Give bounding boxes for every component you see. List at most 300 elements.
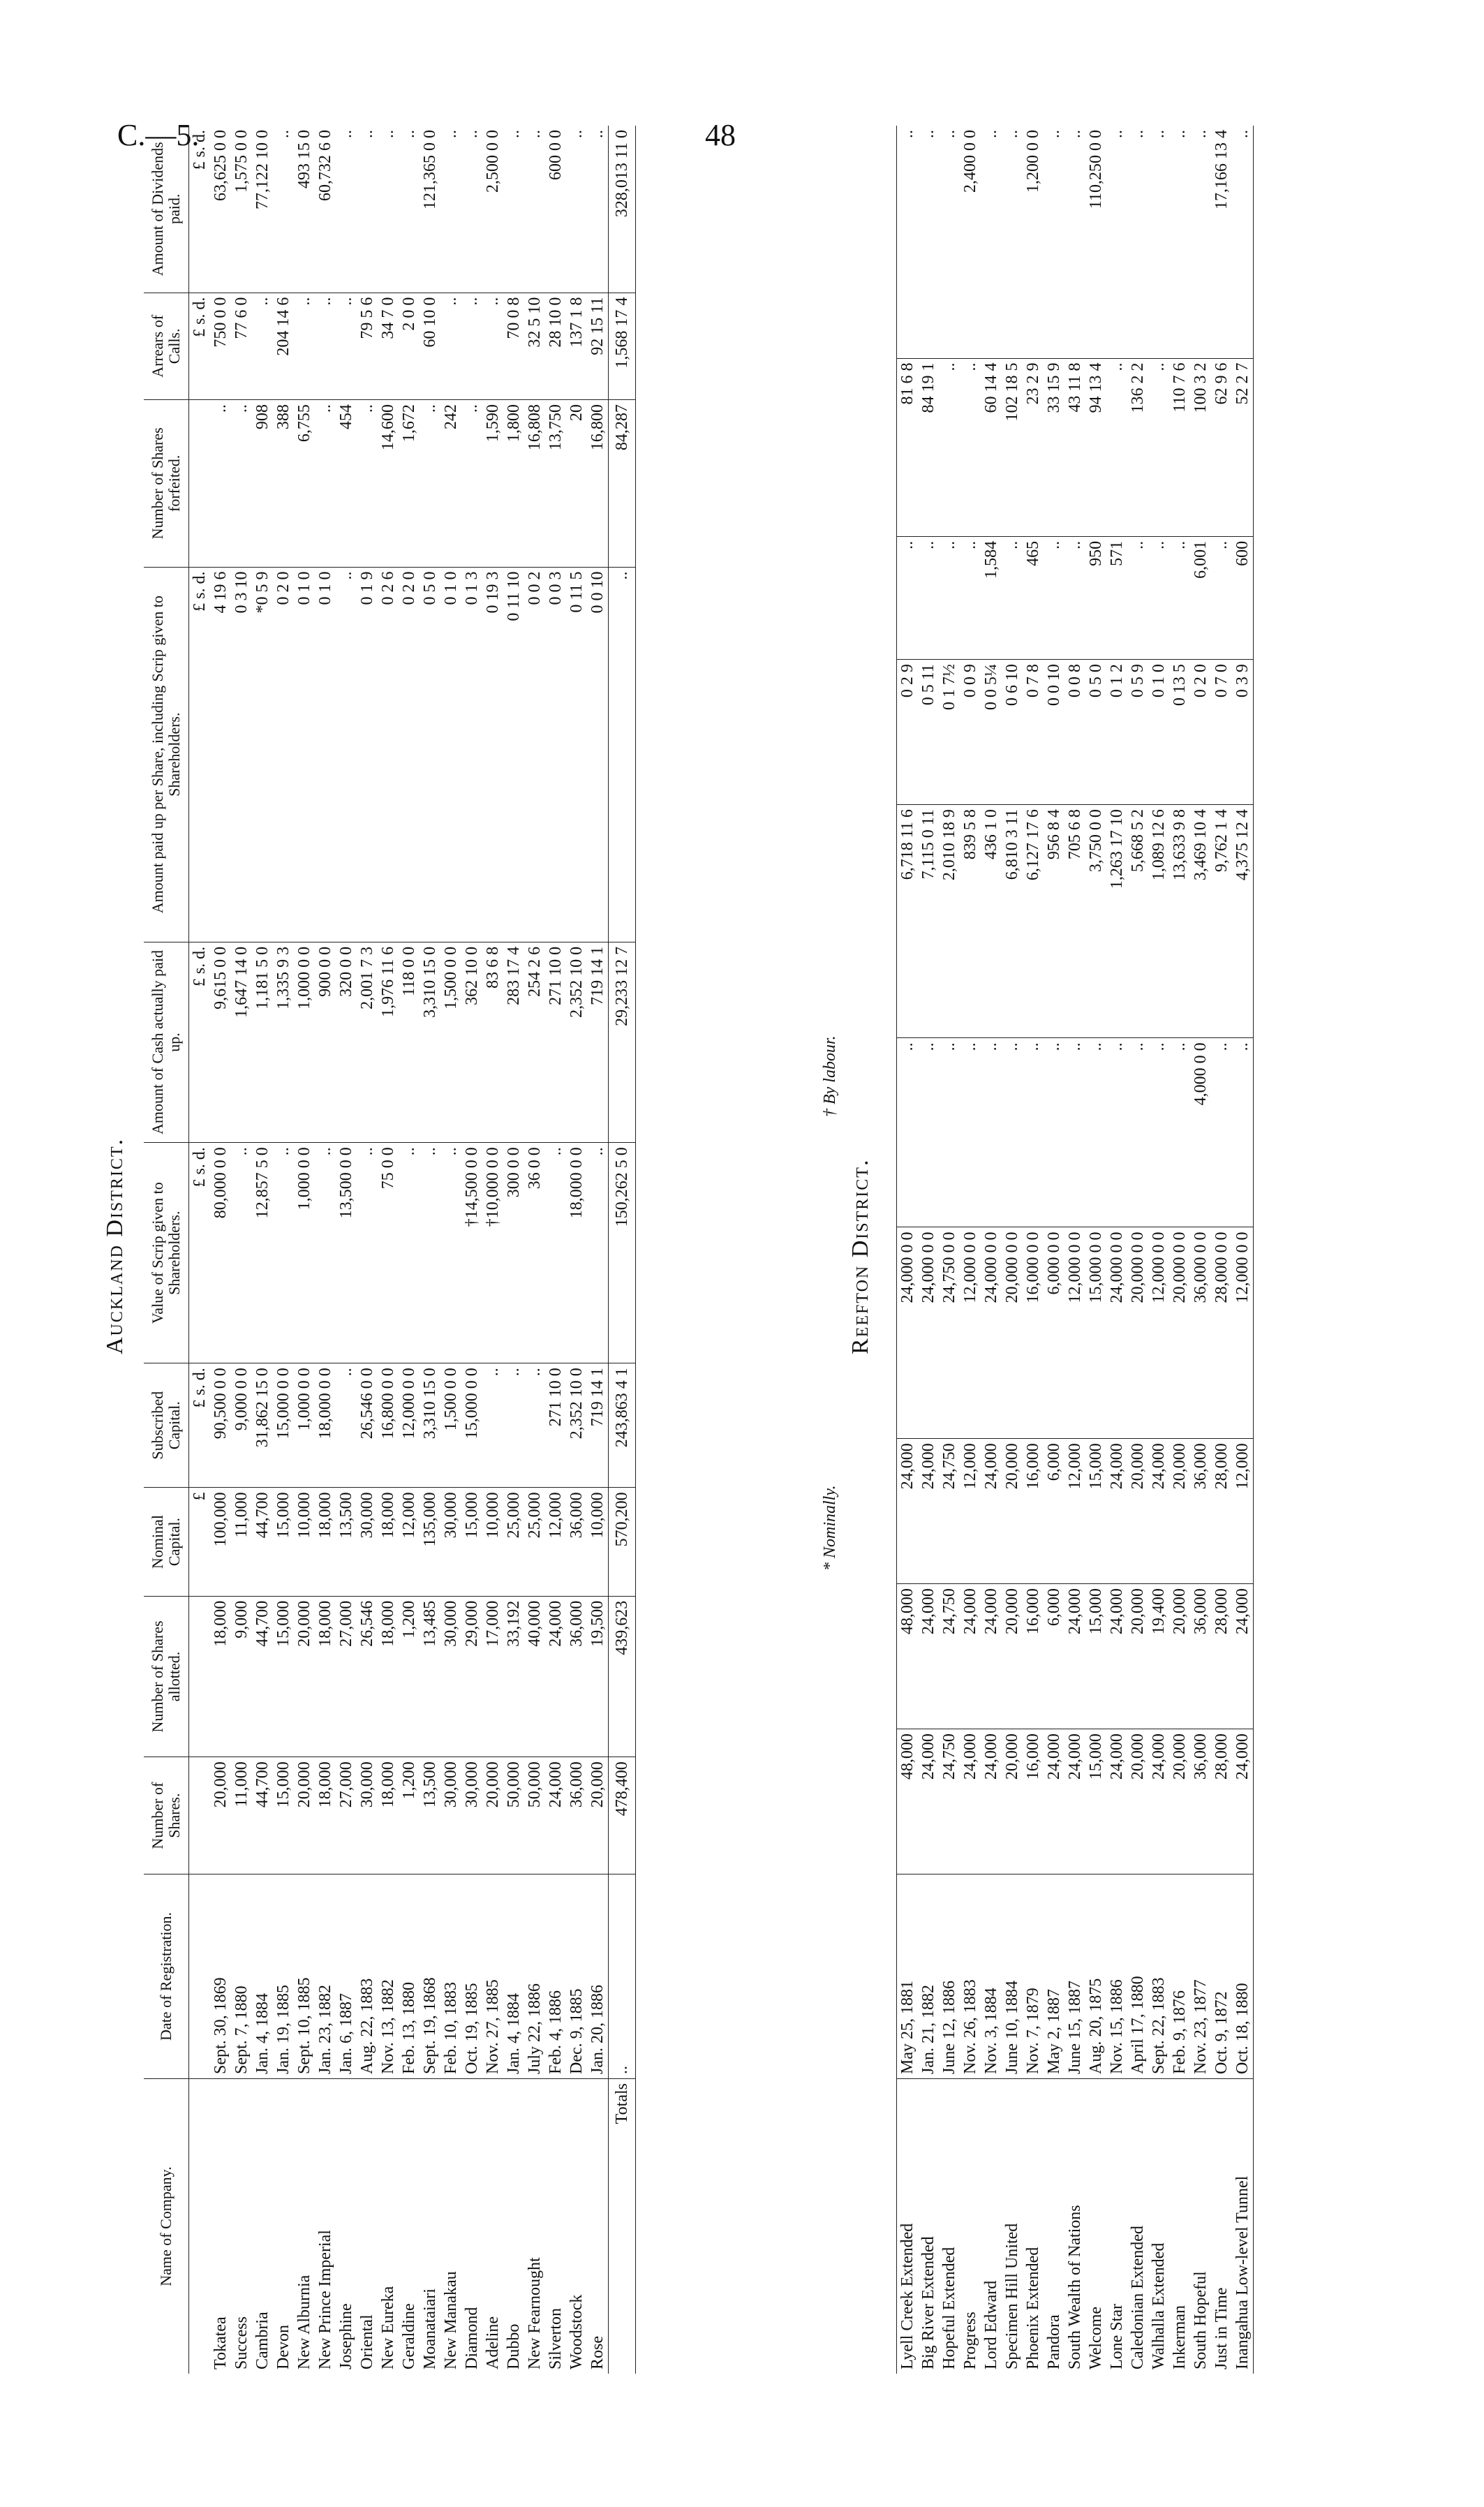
table-cell: 1,200 xyxy=(399,1596,420,1757)
table-cell: 30,000 xyxy=(440,1757,461,1874)
table-row xyxy=(1106,126,1127,2374)
table-cell: .. xyxy=(1023,1038,1044,1227)
table-cell: 70 0 8 xyxy=(503,293,524,400)
table-cell: .. xyxy=(482,1363,503,1488)
company-name-cell: New Fearnought xyxy=(526,2257,544,2369)
table-cell: 6,001 xyxy=(1190,536,1211,659)
column-header: Date of Registration. xyxy=(144,1874,189,2079)
table-cell: 81 6 8 xyxy=(897,358,919,536)
table-cell: 79 5 6 xyxy=(357,293,378,400)
company-name-cell: Diamond xyxy=(463,2307,481,2369)
company-name-cell: Adeline xyxy=(484,2316,502,2369)
table-cell: Feb. 10, 1883 xyxy=(440,1874,461,2079)
company-name-cell: Big River Extended xyxy=(919,2236,937,2369)
table-row xyxy=(524,126,545,2374)
table-cell: 24,750 0 0 xyxy=(939,1227,960,1439)
table-cell: 0 0 9 xyxy=(960,660,981,805)
table-cell: .. xyxy=(420,400,440,567)
company-name-cell: Inkerman xyxy=(1171,2305,1189,2369)
table-cell: 33 15 9 xyxy=(1044,358,1064,536)
table-cell: 44,700 xyxy=(252,1757,273,1874)
table-cell: .. xyxy=(918,536,939,659)
table-cell: 1,200 0 0 xyxy=(1023,126,1044,358)
table-cell: 465 xyxy=(1023,536,1044,659)
table-cell: .. xyxy=(461,293,482,400)
table-cell: 20,000 xyxy=(1127,1729,1148,1874)
table-cell: 15,000 xyxy=(1085,1439,1106,1584)
table-cell: .. xyxy=(545,1143,566,1363)
table-cell: 23 2 9 xyxy=(1023,358,1044,536)
table-cell: 2,352 10 0 xyxy=(566,1363,587,1488)
table-row xyxy=(399,126,420,2374)
table-cell: 36,000 0 0 xyxy=(1190,1227,1211,1439)
table-cell: 43 11 8 xyxy=(1064,358,1085,536)
table-cell: 12,000 0 0 xyxy=(960,1227,981,1439)
table-cell: 18,000 xyxy=(315,1488,336,1596)
table-cell: Jan. 23, 1882 xyxy=(315,1874,336,2079)
table-cell: 24,750 xyxy=(939,1584,960,1729)
table-cell: 36,000 xyxy=(566,1596,587,1757)
table-cell: 83 6 8 xyxy=(482,942,503,1142)
unit-cell: £ xyxy=(189,1488,211,1596)
table-cell: 25,000 xyxy=(503,1488,524,1596)
company-name-cell: Lord Edward xyxy=(982,2280,1000,2369)
table-cell: 0 1 7½ xyxy=(939,660,960,805)
table-cell: 30,000 xyxy=(357,1757,378,1874)
company-name-cell: Moanataiari xyxy=(421,2288,439,2369)
table-cell: 137 1 8 xyxy=(566,293,587,400)
table-row xyxy=(1232,126,1254,2374)
table-cell: 0 1 9 xyxy=(357,567,378,942)
table-cell: 18,000 0 0 xyxy=(566,1143,587,1363)
table-cell: .. xyxy=(524,126,545,293)
table-cell: 63,625 0 0 xyxy=(210,126,231,293)
table-row xyxy=(1127,126,1148,2374)
table-cell: 90,500 0 0 xyxy=(210,1363,231,1488)
unit-cell xyxy=(189,2079,211,2374)
table-cell: Oct. 19, 1885 xyxy=(461,1874,482,2079)
table-cell: 950 xyxy=(1085,536,1106,659)
table-cell: Feb. 13, 1880 xyxy=(399,1874,420,2079)
table-cell: 20,000 xyxy=(1002,1439,1023,1584)
table-cell: 6,127 17 6 xyxy=(1023,805,1044,1038)
table-cell: 0 3 10 xyxy=(231,567,252,942)
company-name-cell: New Manakau xyxy=(442,2271,460,2369)
table-cell: .. xyxy=(981,1038,1002,1227)
table-cell: .. xyxy=(315,1143,336,1363)
table-cell: 13,750 xyxy=(545,400,566,567)
totals-row xyxy=(609,126,636,2374)
table-cell: Sept. 30, 1869 xyxy=(210,1874,231,2079)
table-cell: 1,263 17 10 xyxy=(1106,805,1127,1038)
table-cell: .. xyxy=(482,293,503,400)
table-cell: 6,810 3 11 xyxy=(1002,805,1023,1038)
table-cell: .. xyxy=(252,293,273,400)
table-cell: 20,000 xyxy=(482,1757,503,1874)
column-header: Nominal Capital. xyxy=(144,1488,189,1596)
table-cell: 600 xyxy=(1232,536,1254,659)
table-row xyxy=(566,126,587,2374)
table-row xyxy=(939,126,960,2374)
unit-cell: £ s. d. xyxy=(189,1363,211,1488)
table-cell: 28,000 xyxy=(1211,1729,1232,1874)
table-cell: 33,192 xyxy=(503,1596,524,1757)
footnote-labour: † By labour. xyxy=(821,1035,839,1117)
table-cell: †14,500 0 0 xyxy=(461,1143,482,1363)
table-cell: May 25, 1881 xyxy=(897,1874,919,2079)
table-cell: 719 14 1 xyxy=(587,1363,609,1488)
table-cell: 0 1 0 xyxy=(294,567,315,942)
table-row xyxy=(420,126,440,2374)
table-cell: .. xyxy=(503,1363,524,1488)
company-name-cell: Geraldine xyxy=(400,2303,418,2369)
table-cell: 29,000 xyxy=(461,1596,482,1757)
table-cell: 0 2 0 xyxy=(273,567,294,942)
table-cell: 0 5 11 xyxy=(918,660,939,805)
table-cell: .. xyxy=(315,400,336,567)
table-row xyxy=(1064,126,1085,2374)
table-cell: 1,500 0 0 xyxy=(440,1363,461,1488)
table-cell: Aug. 20, 1875 xyxy=(1085,1874,1106,2079)
table-cell: Jan. 4, 1884 xyxy=(252,1874,273,2079)
table-cell: 110,250 0 0 xyxy=(1085,126,1106,358)
totals-cell: 570,200 xyxy=(609,1488,636,1596)
column-header: Name of Company. xyxy=(144,2079,189,2374)
table-cell: June 15, 1887 xyxy=(1064,1874,1085,2079)
table-cell: 28 10 0 xyxy=(545,293,566,400)
table-cell: Oct. 18, 1880 xyxy=(1232,1874,1254,2079)
table-cell: 24,000 xyxy=(1148,1439,1169,1584)
auckland-table xyxy=(144,126,636,2374)
table-cell: 0 0 10 xyxy=(587,567,609,942)
table-cell: .. xyxy=(1085,1038,1106,1227)
table-cell: 6,000 0 0 xyxy=(1044,1227,1064,1439)
table-cell: 2,500 0 0 xyxy=(482,126,503,293)
table-cell: 24,000 xyxy=(545,1757,566,1874)
table-cell: 271 10 0 xyxy=(545,1363,566,1488)
table-cell: 20,000 xyxy=(210,1757,231,1874)
table-cell: .. xyxy=(399,126,420,293)
table-cell: 77,122 10 0 xyxy=(252,126,273,293)
table-cell: 705 6 8 xyxy=(1064,805,1085,1038)
table-row xyxy=(357,126,378,2374)
table-cell: Nov. 3, 1884 xyxy=(981,1874,1002,2079)
table-cell: .. xyxy=(336,293,357,400)
units-row xyxy=(189,126,211,2374)
table-cell: .. xyxy=(503,126,524,293)
table-cell: 24,000 xyxy=(1064,1729,1085,1874)
table-row xyxy=(587,126,609,2374)
table-cell: 52 2 7 xyxy=(1232,358,1254,536)
totals-cell: Totals xyxy=(609,2079,636,2374)
table-cell: 0 2 9 xyxy=(897,660,919,805)
table-cell: .. xyxy=(1106,1038,1127,1227)
table-cell: 24,000 xyxy=(960,1729,981,1874)
table-cell: .. xyxy=(1148,536,1169,659)
table-cell: .. xyxy=(1064,1038,1085,1227)
page-number: 48 xyxy=(705,118,736,152)
table-cell: Jan. 6, 1887 xyxy=(336,1874,357,2079)
totals-cell: .. xyxy=(609,1874,636,2079)
table-cell: 24,000 xyxy=(545,1596,566,1757)
table-cell: 2 0 0 xyxy=(399,293,420,400)
table-cell: 1,575 0 0 xyxy=(231,126,252,293)
table-row xyxy=(1211,126,1232,2374)
company-name-cell: Silverton xyxy=(547,2308,565,2369)
table-row xyxy=(1148,126,1169,2374)
table-cell: 0 0 3 xyxy=(545,567,566,942)
table-cell: .. xyxy=(1127,536,1148,659)
table-cell: .. xyxy=(461,400,482,567)
table-cell: 320 0 0 xyxy=(336,942,357,1142)
table-cell: 24,750 xyxy=(939,1439,960,1584)
table-cell: Dec. 9, 1885 xyxy=(566,1874,587,2079)
table-cell: 436 1 0 xyxy=(981,805,1002,1038)
table-row xyxy=(1169,126,1190,2374)
table-cell: 4 19 6 xyxy=(210,567,231,942)
table-row xyxy=(981,126,1002,2374)
table-row xyxy=(1085,126,1106,2374)
table-cell: 1,500 0 0 xyxy=(440,942,461,1142)
table-cell: 1,672 xyxy=(399,400,420,567)
table-cell: 0 7 0 xyxy=(1211,660,1232,805)
company-name-cell: Just in Time xyxy=(1212,2287,1231,2369)
table-cell: Sept. 10, 1885 xyxy=(294,1874,315,2079)
table-cell: 20,000 xyxy=(587,1757,609,1874)
table-row xyxy=(960,126,981,2374)
table-cell: 20,000 xyxy=(1169,1439,1190,1584)
unit-cell: £ s. d. xyxy=(189,567,211,942)
table-cell: Nov. 26, 1883 xyxy=(960,1874,981,2079)
table-cell: 24,000 xyxy=(981,1584,1002,1729)
table-cell: .. xyxy=(1148,126,1169,358)
column-header: Number of Shares forfeited. xyxy=(144,400,189,567)
table-cell: 27,000 xyxy=(336,1596,357,1757)
company-name-cell: Cambria xyxy=(253,2312,272,2369)
table-cell: 0 13 5 xyxy=(1169,660,1190,805)
table-cell: 0 11 10 xyxy=(503,567,524,942)
table-cell: 1,089 12 6 xyxy=(1148,805,1169,1038)
table-row xyxy=(273,126,294,2374)
table-cell: .. xyxy=(960,1038,981,1227)
table-cell: 16,800 0 0 xyxy=(378,1363,399,1488)
totals-cell: 150,262 5 0 xyxy=(609,1143,636,1363)
table-cell: 0 0 2 xyxy=(524,567,545,942)
table-cell: 1,800 xyxy=(503,400,524,567)
table-cell: 1,000 0 0 xyxy=(294,1143,315,1363)
table-cell: 1,590 xyxy=(482,400,503,567)
table-cell: .. xyxy=(1106,358,1127,536)
company-name-cell: South Hopeful xyxy=(1192,2271,1210,2369)
table-cell: 118 0 0 xyxy=(399,942,420,1142)
table-cell: 20,000 xyxy=(1002,1729,1023,1874)
table-cell: 719 14 1 xyxy=(587,942,609,1142)
table-cell: 26,546 xyxy=(357,1596,378,1757)
table-cell: 1,584 xyxy=(981,536,1002,659)
table-cell: .. xyxy=(1106,126,1127,358)
table-cell: .. xyxy=(897,1038,919,1227)
table-cell: 24,000 xyxy=(1232,1729,1254,1874)
table-cell: .. xyxy=(1044,1038,1064,1227)
totals-cell: 29,233 12 7 xyxy=(609,942,636,1142)
table-cell: 18,000 xyxy=(378,1596,399,1757)
table-cell: Aug. 22, 1883 xyxy=(357,1874,378,2079)
table-cell: 40,000 xyxy=(524,1596,545,1757)
table-cell: 0 1 0 xyxy=(315,567,336,942)
company-name-cell: South Wealth of Nations xyxy=(1066,2205,1084,2369)
table-cell: 6,718 11 6 xyxy=(897,805,919,1038)
table-cell: 60 14 4 xyxy=(981,358,1002,536)
table-cell: .. xyxy=(357,1143,378,1363)
totals-cell: 439,623 xyxy=(609,1596,636,1757)
table-cell: Nov. 15, 1886 xyxy=(1106,1874,1127,2079)
unit-cell: £ s. d. xyxy=(189,126,211,293)
table-cell: 20,000 xyxy=(1127,1439,1148,1584)
table-cell: .. xyxy=(1044,126,1064,358)
company-name-cell: Pandora xyxy=(1045,2314,1063,2369)
table-cell: .. xyxy=(440,293,461,400)
table-cell: 36,000 xyxy=(566,1488,587,1596)
table-cell: 28,000 xyxy=(1211,1584,1232,1729)
table-cell: .. xyxy=(231,400,252,567)
table-cell: .. xyxy=(1190,126,1211,358)
table-cell: 1,647 14 0 xyxy=(231,942,252,1142)
company-name-cell: Walhalla Extended xyxy=(1150,2242,1168,2369)
table-cell: 908 xyxy=(252,400,273,567)
table-cell: .. xyxy=(1127,1038,1148,1227)
table-cell: 24,000 xyxy=(897,1439,919,1584)
table-cell: 17,000 xyxy=(482,1596,503,1757)
table-cell: Jan. 4, 1884 xyxy=(503,1874,524,2079)
table-cell: Sept. 19, 1868 xyxy=(420,1874,440,2079)
table-cell: 14,600 xyxy=(378,400,399,567)
table-cell: 956 8 4 xyxy=(1044,805,1064,1038)
table-cell: 20,000 xyxy=(294,1596,315,1757)
table-row xyxy=(897,126,919,2374)
table-row xyxy=(482,126,503,2374)
table-cell: 12,000 xyxy=(960,1439,981,1584)
company-name-cell: New Eureka xyxy=(379,2286,397,2369)
company-name-cell: Dubbo xyxy=(505,2323,523,2369)
table-cell: 0 6 10 xyxy=(1002,660,1023,805)
table-cell: .. xyxy=(399,1143,420,1363)
column-header: Number of Shares allotted. xyxy=(144,1596,189,1757)
table-cell: 15,000 0 0 xyxy=(461,1363,482,1488)
table-cell: Jan. 19, 1885 xyxy=(273,1874,294,2079)
table-cell: .. xyxy=(897,126,919,358)
table-cell: 16,000 0 0 xyxy=(1023,1227,1044,1439)
table-cell: 15,000 0 0 xyxy=(1085,1227,1106,1439)
table-cell: .. xyxy=(939,126,960,358)
table-cell: May 2, 1887 xyxy=(1044,1874,1064,2079)
table-cell: 4,375 12 4 xyxy=(1232,805,1254,1038)
table-row xyxy=(545,126,566,2374)
table-cell: .. xyxy=(440,1143,461,1363)
table-cell: 2,352 10 0 xyxy=(566,942,587,1142)
table-cell: 94 13 4 xyxy=(1085,358,1106,536)
table-cell: 60 10 0 xyxy=(420,293,440,400)
table-cell: 24,000 xyxy=(1106,1439,1127,1584)
table-row xyxy=(1190,126,1211,2374)
table-cell: 10,000 xyxy=(294,1488,315,1596)
table-cell: 20,000 0 0 xyxy=(1169,1227,1190,1439)
table-cell: 32 5 10 xyxy=(524,293,545,400)
table-row xyxy=(315,126,336,2374)
table-cell: .. xyxy=(1211,536,1232,659)
table-cell: 36,000 xyxy=(1190,1439,1211,1584)
table-cell: .. xyxy=(378,126,399,293)
table-cell: .. xyxy=(960,358,981,536)
table-cell: 28,000 0 0 xyxy=(1211,1227,1232,1439)
table-cell: 1,000 0 0 xyxy=(294,942,315,1142)
table-cell: 30,000 xyxy=(440,1488,461,1596)
auckland-title: Auckland District. xyxy=(102,1137,128,1354)
table-cell: .. xyxy=(1169,1038,1190,1227)
table-cell: 388 xyxy=(273,400,294,567)
totals-cell: 84,287 xyxy=(609,400,636,567)
table-cell: 9,000 xyxy=(231,1596,252,1757)
table-cell: April 17, 1880 xyxy=(1127,1874,1148,2079)
unit-cell: £ s. d. xyxy=(189,942,211,1142)
table-cell: 30,000 xyxy=(357,1488,378,1596)
table-cell: 12,857 5 0 xyxy=(252,1143,273,1363)
table-row xyxy=(1044,126,1064,2374)
unit-cell: £ s. d. xyxy=(189,293,211,400)
table-cell: 110 7 6 xyxy=(1169,358,1190,536)
table-cell: 6,000 xyxy=(1044,1439,1064,1584)
table-cell: 13,500 xyxy=(420,1757,440,1874)
footnote-nominally: * Nominally. xyxy=(821,1485,839,1571)
table-cell: 36,000 xyxy=(566,1757,587,1874)
table-cell: 24,000 xyxy=(1148,1729,1169,1874)
table-cell: 0 19 3 xyxy=(482,567,503,942)
table-cell: 20 xyxy=(566,400,587,567)
table-cell: 27,000 xyxy=(336,1757,357,1874)
table-row xyxy=(336,126,357,2374)
table-cell: .. xyxy=(1232,1038,1254,1227)
table-cell: 0 1 3 xyxy=(461,567,482,942)
company-name-cell: Caledonian Extended xyxy=(1129,2226,1147,2369)
table-cell: 20,000 0 0 xyxy=(1002,1227,1023,1439)
table-cell: 0 1 0 xyxy=(1148,660,1169,805)
table-cell: 18,000 0 0 xyxy=(315,1363,336,1488)
table-cell: 6,755 xyxy=(294,400,315,567)
table-cell: .. xyxy=(524,1363,545,1488)
table-cell: Feb. 4, 1886 xyxy=(545,1874,566,2079)
table-row xyxy=(1002,126,1023,2374)
table-cell: 44,700 xyxy=(252,1596,273,1757)
table-cell: 283 17 4 xyxy=(503,942,524,1142)
company-name-cell: Phoenix Extended xyxy=(1024,2247,1042,2369)
column-header: Amount paid up per Share, including Scrip given to Shareholders. xyxy=(144,567,189,942)
table-cell: .. xyxy=(1044,536,1064,659)
table-cell: 16,800 xyxy=(587,400,609,567)
company-name-cell: Oriental xyxy=(358,2314,376,2369)
table-cell: 0 2 6 xyxy=(378,567,399,942)
table-cell: .. xyxy=(357,400,378,567)
table-cell: 24,000 xyxy=(960,1584,981,1729)
unit-cell xyxy=(189,1757,211,1874)
table-cell: 4,000 0 0 xyxy=(1190,1038,1211,1227)
table-cell: 50,000 xyxy=(524,1757,545,1874)
table-cell: Jan. 20, 1886 xyxy=(587,1874,609,2079)
table-cell: 571 xyxy=(1106,536,1127,659)
table-cell: 900 0 0 xyxy=(315,942,336,1142)
table-cell: 24,000 xyxy=(1106,1729,1127,1874)
table-cell: Sept. 22, 1883 xyxy=(1148,1874,1169,2079)
table-cell: 15,000 xyxy=(1085,1729,1106,1874)
table-cell: 9,000 0 0 xyxy=(231,1363,252,1488)
